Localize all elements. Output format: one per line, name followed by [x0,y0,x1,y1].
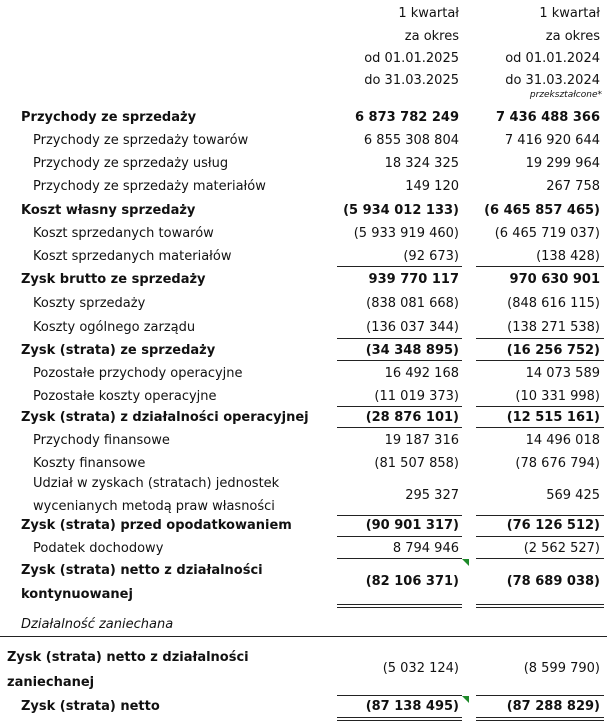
row-value-koszt-towarow-2025: (5 933 919 460) [353,226,459,241]
row-value-zysk-przed-opodatkowaniem-2025: (90 901 317) [365,518,459,533]
row-value-zysk-brutto-2025: 939 770 117 [368,272,459,287]
row-label-przychody: Przychody ze sprzedaży [21,110,197,125]
header-col2-line2: za okres [545,29,600,44]
row-value-zysk-ze-sprzedazy-2024: (16 256 752) [506,343,600,358]
header-col2-line1: 1 kwartał [539,6,600,21]
row-label-przychody-finansowe: Przychody finansowe [33,433,170,448]
double-rule [476,720,604,721]
row-label-zysk-netto-zaniechanej-line1: Zysk (strata) netto z działalności [7,650,249,665]
subtotal-rule [337,515,462,516]
row-value-udzial-2025: 295 327 [405,488,459,503]
row-value-koszt-materialow-2025: (92 673) [403,249,459,264]
restated-note: przekształcone* [529,90,602,100]
row-value-przychody-materialow-2024: 267 758 [546,179,600,194]
double-rule [337,604,462,605]
subtotal-rule [337,536,462,537]
row-value-podatek-2025: 8 794 946 [392,541,459,556]
row-value-koszt-materialow-2024: (138 428) [536,249,600,264]
row-label-zysk-ze-sprzedazy: Zysk (strata) ze sprzedaży [21,343,216,358]
row-label-przychody-uslug: Przychody ze sprzedaży usług [33,156,229,171]
header-col2-line3: od 01.01.2024 [505,51,600,66]
header-col1-line4: do 31.03.2025 [364,73,459,88]
subtotal-rule [476,266,604,267]
row-value-koszty-finansowe-2025: (81 507 858) [374,456,459,471]
double-rule [337,720,462,721]
subtotal-rule [476,360,604,361]
header-col1-line2: za okres [404,29,459,44]
row-value-zysk-netto-2025: (87 138 495) [365,699,459,714]
subtotal-rule [337,266,462,267]
row-value-zysk-operacyjny-2024: (12 515 161) [506,410,600,425]
row-value-przychody-materialow-2025: 149 120 [405,179,459,194]
row-label-zysk-netto: Zysk (strata) netto [21,699,160,714]
header-col1-line1: 1 kwartał [398,6,459,21]
row-value-udzial-2024: 569 425 [546,488,600,503]
comment-marker-icon [462,696,469,703]
row-label-udzial-line2: wycenianych metodą praw własności [33,499,275,514]
row-label-koszt-materialow: Koszt sprzedanych materiałów [33,249,232,264]
row-label-koszt-wlasny: Koszt własny sprzedaży [21,203,196,218]
row-value-zysk-netto-kontynuowanej-2025: (82 106 371) [365,574,459,589]
row-value-koszt-towarow-2024: (6 465 719 037) [494,226,600,241]
header-col2-line4: do 31.03.2024 [505,73,600,88]
subtotal-rule [337,338,462,339]
subtotal-rule [337,406,462,407]
row-value-zysk-netto-kontynuowanej-2024: (78 689 038) [506,574,600,589]
row-label-koszt-towarow: Koszt sprzedanych towarów [33,226,214,241]
header-col1-line3: od 01.01.2025 [364,51,459,66]
row-value-koszty-finansowe-2024: (78 676 794) [515,456,600,471]
row-value-koszty-zarzadu-2024: (138 271 538) [507,320,600,335]
subtotal-rule [337,360,462,361]
row-value-zysk-netto-zaniechanej-2024: (8 599 790) [523,661,600,676]
double-rule [476,604,604,605]
row-label-udzial-line1: Udział w zyskach (stratach) jednostek [33,476,280,491]
row-value-przychody-uslug-2024: 19 299 964 [525,156,600,171]
subtotal-rule [337,427,462,428]
row-value-przychody-finansowe-2025: 19 187 316 [384,433,459,448]
comment-marker-icon [462,559,469,566]
row-value-zysk-przed-opodatkowaniem-2024: (76 126 512) [506,518,600,533]
row-label-przychody-towarow: Przychody ze sprzedaży towarów [33,133,249,148]
row-label-zysk-netto-kontynuowanej-line1: Zysk (strata) netto z działalności [21,563,263,578]
row-value-koszty-sprzedazy-2025: (838 081 668) [366,296,459,311]
row-label-pozostale-przychody: Pozostałe przychody operacyjne [33,366,243,381]
section-label-dzialalnosc-zaniechana: Działalność zaniechana [21,617,174,632]
row-label-zysk-operacyjny: Zysk (strata) z działalności operacyjnej [21,410,309,425]
double-rule [337,717,462,718]
row-value-pozostale-koszty-2025: (11 019 373) [374,389,459,404]
row-label-przychody-materialow: Przychody ze sprzedaży materiałów [33,179,266,194]
subtotal-rule [476,558,604,559]
row-value-przychody-uslug-2025: 18 324 325 [384,156,459,171]
row-value-przychody-towarow-2024: 7 416 920 644 [504,133,600,148]
row-label-zysk-netto-kontynuowanej-line2: kontynuowanej [21,587,133,602]
row-label-koszty-finansowe: Koszty finansowe [33,456,146,471]
double-rule [476,607,604,608]
row-value-zysk-brutto-2024: 970 630 901 [509,272,600,287]
row-value-zysk-netto-zaniechanej-2025: (5 032 124) [382,661,459,676]
row-value-podatek-2024: (2 562 527) [523,541,600,556]
section-divider [0,636,607,637]
row-value-koszty-sprzedazy-2024: (848 616 115) [507,296,600,311]
row-label-koszty-sprzedazy: Koszty sprzedaży [33,296,146,311]
row-label-koszty-zarzadu: Koszty ogólnego zarządu [33,320,196,335]
subtotal-rule [476,427,604,428]
row-value-pozostale-przychody-2025: 16 492 168 [384,366,459,381]
row-label-zysk-przed-opodatkowaniem: Zysk (strata) przed opodatkowaniem [21,518,292,533]
row-label-podatek: Podatek dochodowy [33,541,164,556]
row-value-zysk-netto-2024: (87 288 829) [506,699,600,714]
row-value-pozostale-przychody-2024: 14 073 589 [525,366,600,381]
subtotal-rule [476,338,604,339]
row-value-przychody-finansowe-2024: 14 496 018 [525,433,600,448]
row-label-zysk-brutto: Zysk brutto ze sprzedaży [21,272,206,287]
row-value-przychody-2024: 7 436 488 366 [495,110,600,125]
row-label-zysk-netto-zaniechanej-line2: zaniechanej [7,675,95,690]
double-rule [337,607,462,608]
subtotal-rule [337,558,462,559]
row-value-koszt-wlasny-2024: (6 465 857 465) [484,203,600,218]
subtotal-rule [476,515,604,516]
row-value-zysk-operacyjny-2025: (28 876 101) [365,410,459,425]
subtotal-rule [337,695,462,696]
subtotal-rule [476,695,604,696]
row-value-zysk-ze-sprzedazy-2025: (34 348 895) [365,343,459,358]
double-rule [476,717,604,718]
subtotal-rule [476,406,604,407]
row-value-przychody-towarow-2025: 6 855 308 804 [363,133,459,148]
subtotal-rule [476,536,604,537]
row-value-koszt-wlasny-2025: (5 934 012 133) [343,203,459,218]
row-value-przychody-2025: 6 873 782 249 [354,110,459,125]
row-label-pozostale-koszty: Pozostałe koszty operacyjne [33,389,217,404]
row-value-pozostale-koszty-2024: (10 331 998) [515,389,600,404]
row-value-koszty-zarzadu-2025: (136 037 344) [366,320,459,335]
